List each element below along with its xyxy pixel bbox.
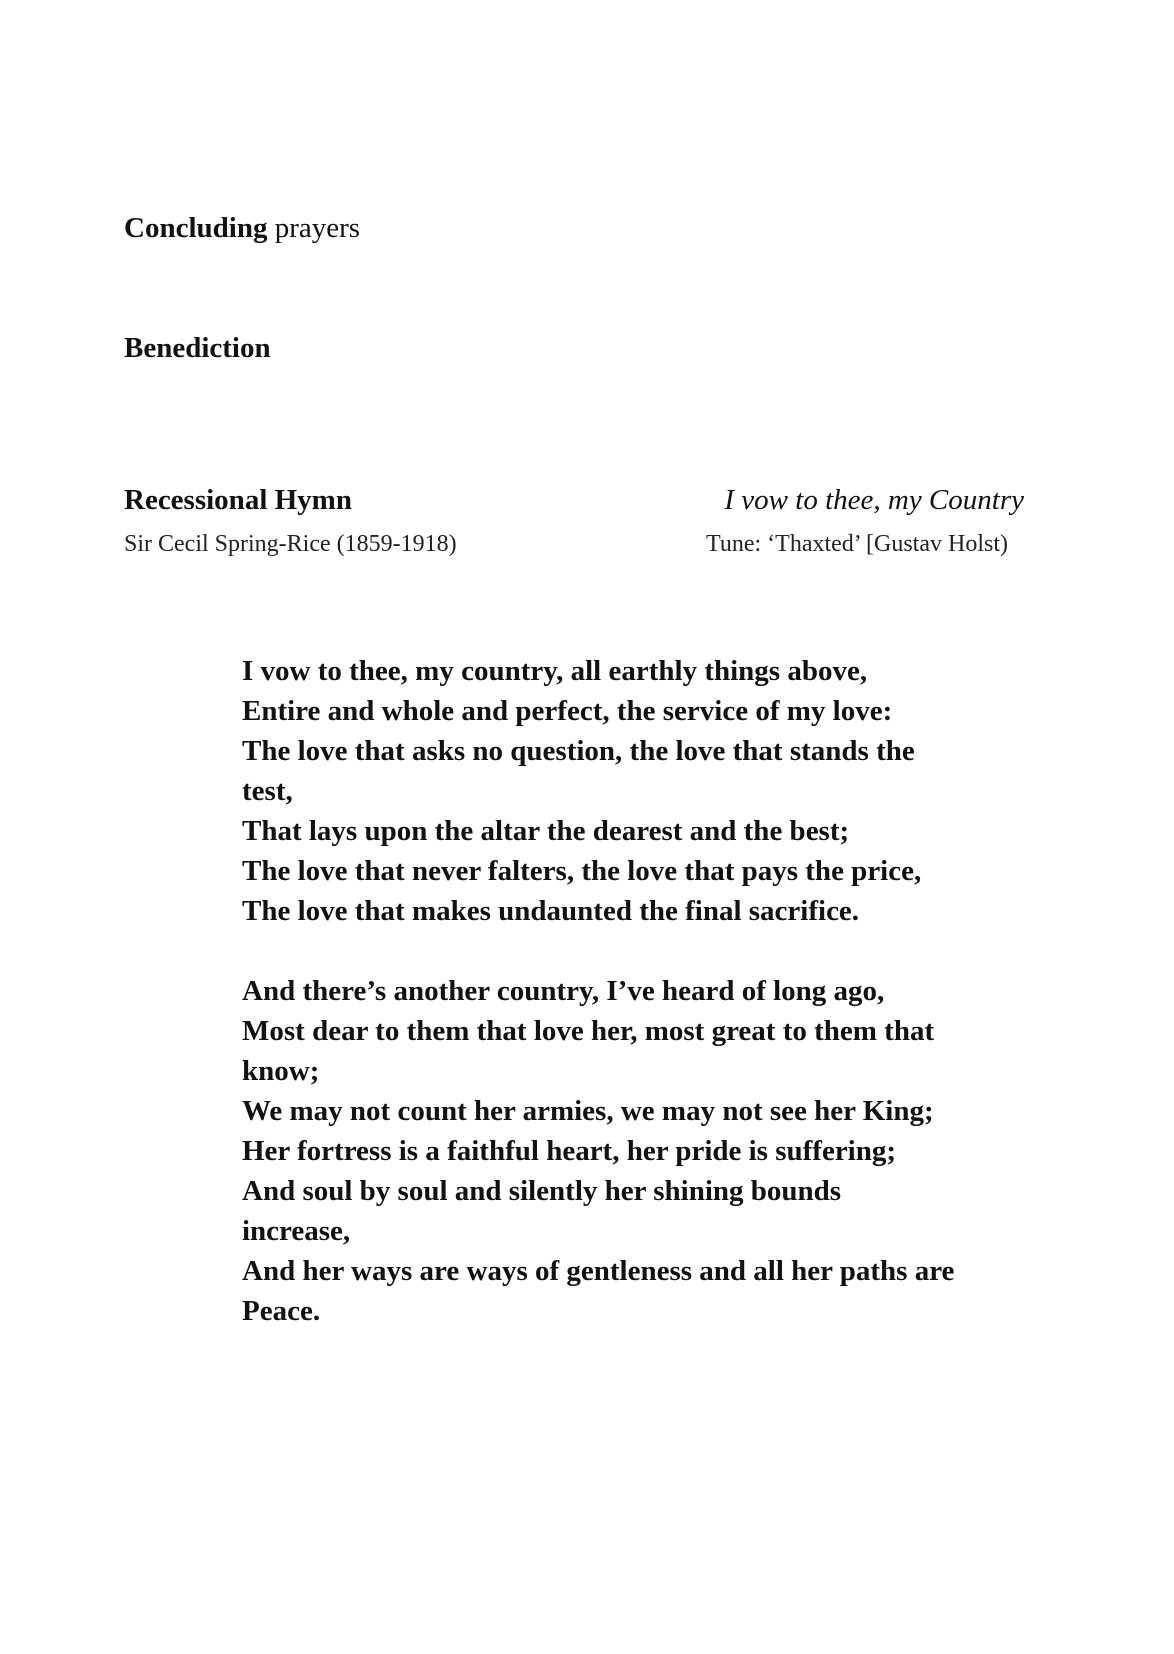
hymn-label: Recessional Hymn [124, 484, 352, 516]
verse-line: That lays upon the altar the dearest and the best; [242, 815, 850, 847]
hymn-meta-row [124, 531, 1024, 558]
verse-line: know; [242, 1055, 320, 1087]
verse-line: The love that asks no question, the love that stands the [242, 735, 915, 767]
verse-1 [242, 651, 1032, 931]
benediction-heading: Benediction [124, 332, 271, 364]
concluding-heading-bold: Concluding [124, 212, 268, 244]
concluding-prayers-heading [124, 210, 360, 246]
verse-line: And soul by soul and silently her shining bounds [242, 1175, 842, 1207]
verse-line: The love that makes undaunted the final sacrifice. [242, 895, 860, 927]
hymn-header [124, 484, 1024, 558]
verse-line: And her ways are ways of gentleness and all her paths are [242, 1255, 955, 1287]
verse-line: And there’s another country, I’ve heard of long ago, [242, 975, 885, 1007]
hymn-tune: Tune: ‘Thaxted’ [Gustav Holst) [706, 531, 1008, 557]
verse-line: Entire and whole and perfect, the service of my love: [242, 695, 893, 727]
hymn-verses [242, 651, 1032, 1371]
verse-line: I vow to thee, my country, all earthly things above, [242, 655, 868, 687]
hymn-author: Sir Cecil Spring-Rice (1859-1918) [124, 531, 457, 557]
verse-line: The love that never falters, the love that pays the price, [242, 855, 922, 887]
verse-2 [242, 971, 1032, 1331]
hymn-title: I vow to thee, my Country [724, 484, 1024, 516]
verse-line: Peace. [242, 1295, 321, 1327]
verse-line: test, [242, 775, 293, 807]
hymn-title-row [124, 484, 1024, 517]
verse-line: We may not count her armies, we may not see her King; [242, 1095, 934, 1127]
verse-line: Most dear to them that love her, most great to them that [242, 1015, 935, 1047]
verse-line: Her fortress is a faithful heart, her pride is suffering; [242, 1135, 897, 1167]
concluding-heading-rest: prayers [274, 212, 361, 244]
verse-line: increase, [242, 1215, 351, 1247]
